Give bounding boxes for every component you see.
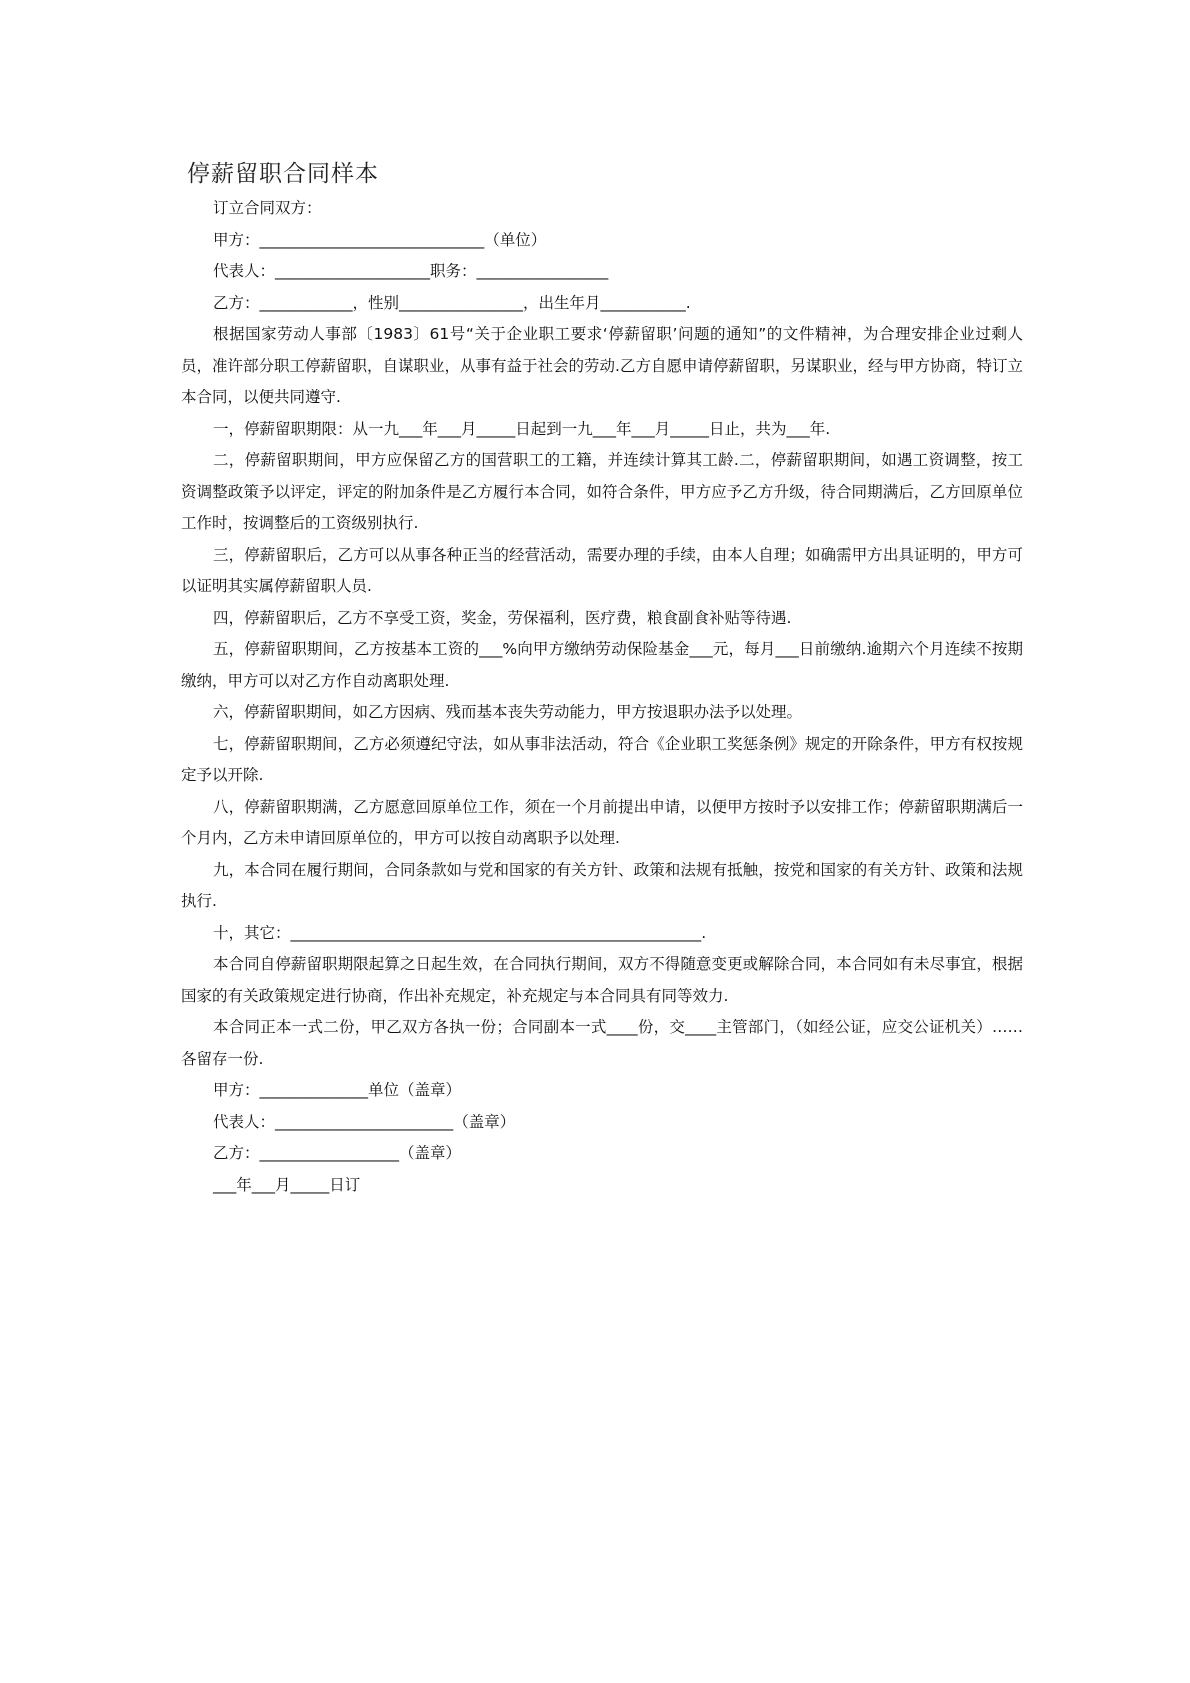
representative-line: 代表人：____________________职务：_________________ xyxy=(213,262,609,280)
copies-paragraph: 本合同正本一式二份，甲乙双方各执一份；合同副本一式____份，交____主管部门，（如经公证，应交公证机关）……各留存一份. xyxy=(181,1018,1023,1068)
effect-paragraph: 本合同自停薪留职期限起算之日起生效，在合同执行期间，双方不得随意变更或解除合同，本合同如有未尽事宜，根据国家的有关政策规定进行协商，作出补充规定，补充规定与本合同具有同等效力. xyxy=(181,955,1023,1005)
clause-7: 七，停薪留职期间，乙方必须遵纪守法，如从事非法活动，符合《企业职工奖惩条例》规定的开除条件，甲方有权按规定予以开除. xyxy=(181,734,1023,784)
clause-8: 八，停薪留职期满，乙方愿意回原单位工作，须在一个月前提出申请，以便甲方按时予以安排工作；停薪留职期满后一个月内，乙方未申请回原单位的，甲方可以按自动离职予以处理. xyxy=(181,797,1023,847)
clause-9: 九，本合同在履行期间，合同条款如与党和国家的有关方针、政策和法规有抵触，按党和国家的有关方针、政策和法规执行. xyxy=(181,860,1023,910)
clause-6: 六，停薪留职期间，如乙方因病、残而基本丧失劳动能力，甲方按退职办法予以处理。 xyxy=(213,703,803,721)
signature-date: ___年___月_____日订 xyxy=(213,1175,361,1194)
clause-3: 三，停薪留职后，乙方可以从事各种正当的经营活动，需要办理的手续，由本人自理；如确需甲方出具证明的，甲方可以证明其实属停薪留职人员. xyxy=(181,545,1023,595)
parties-heading: 订立合同双方： xyxy=(213,199,322,217)
signature-representative: 代表人：_______________________（盖章） xyxy=(213,1112,516,1131)
clause-5: 五，停薪留职期间，乙方按基本工资的___%向甲方缴纳劳动保险基金___元，每月___日前缴纳.逾期六个月连续不按期缴纳，甲方可以对乙方作自动离职处理. xyxy=(181,640,1023,690)
clause-10: 十，其它：_____________________________________________________. xyxy=(213,923,707,942)
party-b-line: 乙方：____________，性别________________，出生年月___________. xyxy=(213,293,691,312)
document-body xyxy=(181,193,1023,1201)
party-a-line: 甲方：_____________________________（单位） xyxy=(213,230,547,249)
document-title: 停薪留职合同样本 xyxy=(187,161,379,187)
clause-1: 一，停薪留职期限：从一九___年___月_____日起到一九___年___月_____日止，共为___年. xyxy=(213,419,831,438)
preamble-paragraph: 根据国家劳动人事部〔1983〕61号“关于企业职工要求‘停薪留职’问题的通知”的文件精神，为合理安排企业过剩人员，准许部分职工停薪留职，自谋职业，从事有益于社会的劳动.乙方自愿申请停薪留职，另谋职业，经与甲方协商，特订立本合同，以便共同遵守. xyxy=(181,325,1023,406)
clause-2: 二，停薪留职期间，甲方应保留乙方的国营职工的工籍，并连续计算其工龄.二，停薪留职期间，如遇工资调整，按工资调整政策予以评定，评定的附加条件是乙方履行本合同，如符合条件，甲方应予乙方升级，待合同期满后，乙方回原单位工作时，按调整后的工资级别执行. xyxy=(181,451,1023,532)
signature-party-a: 甲方：______________单位（盖章） xyxy=(213,1081,462,1099)
signature-party-b: 乙方：__________________（盖章） xyxy=(213,1144,462,1162)
clause-4: 四，停薪留职后，乙方不享受工资，奖金，劳保福利，医疗费，粮食副食补贴等待遇. xyxy=(213,608,792,627)
